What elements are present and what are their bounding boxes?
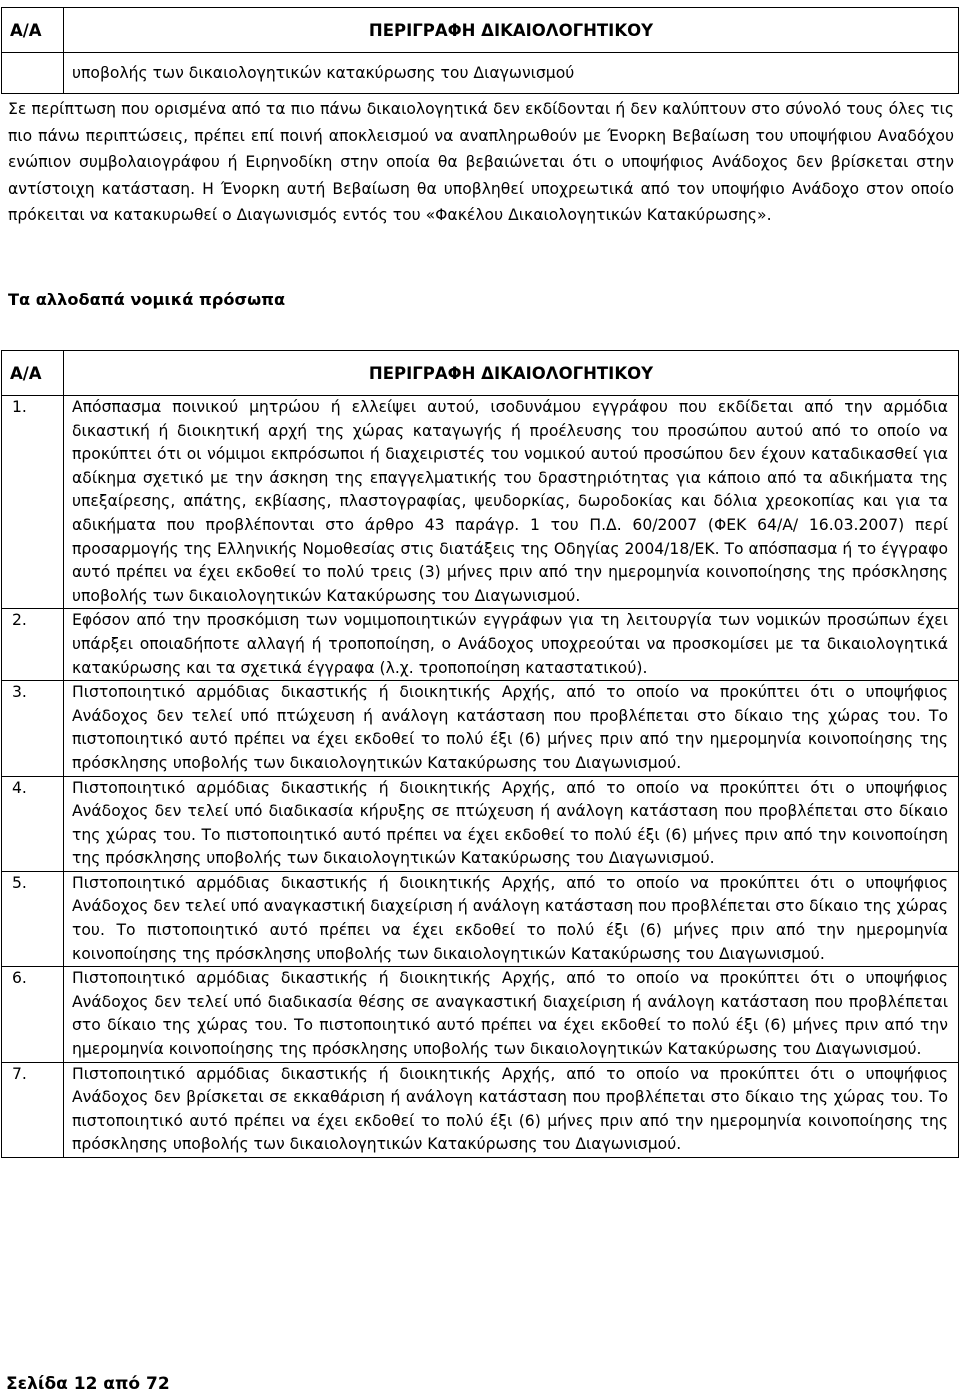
row-number: 6.	[2, 967, 64, 1062]
table-header-row	[2, 351, 959, 396]
table-row	[2, 396, 959, 609]
sworn-statement-paragraph: Σε περίπτωση που ορισμένα από τα πιο πάνω δικαιολογητικά δεν εκδίδονται ή δεν καλύπτουν στο σύνολό τους όλες τις πιο πάνω περιπτώσεις, πρέπει επί ποινή αποκλεισμού να αναπληρωθούν με Ένορκη Βεβαίωση του υποψήφιου Αναδόχου ενώπιον συμβολαιογράφου ή Ειρηνοδίκη στην οποία θα βεβαιώνεται ότι ο υποψήφιος Ανάδοχος δεν βρίσκεται στην αντίστοιχη κατάσταση. Η Ένορκη αυτή Βεβαίωση θα υποβληθεί υποχρεωτικά από τον υποψήφιο Ανάδοχο στον οποίο πρόκειται να κατακυρωθεί ο Διαγωνισμός εντός του «Φακέλου Δικαιολογητικών Κατακύρωσης».	[8, 100, 954, 225]
row-description: Πιστοποιητικό αρμόδιας δικαστικής ή διοικητικής Αρχής, από το οποίο να προκύπτει ότι ο υποψήφιος Ανάδοχος δεν τελεί υπό αναγκαστική διαχείριση ή ανάλογη κατάσταση που προβλέπεται στο δίκαιο της χώρας του. Το πιστοποιητικό αυτό πρέπει να έχει εκδοθεί το πολύ έξι (6) μήνες πριν από την ημερομηνία κοινοποίησης της πρόσκλησης υποβολής των δικαιολογητικών Κατακύρωσης του Διαγωνισμού.	[64, 871, 959, 966]
column-header-description: ΠΕΡΙΓΡΑΦΗ ΔΙΚΑΙΟΛΟΓΗΤΙΚΟΥ	[64, 351, 959, 396]
row-description: Απόσπασμα ποινικού μητρώου ή ελλείψει αυτού, ισοδυνάμου εγγράφου που εκδίδεται από την αρμόδια δικαστική ή διοικητική αρχή της χώρας καταγωγής ή προέλευσης του προσώπου αυτού από το οποίο να προκύπτει ότι οι νόμιμοι εκπρόσωποι ή διαχειριστές του νομικού αυτού προσώπου δεν έχουν καταδικασθεί για αδίκημα σχετικό με την άσκηση της επαγγελματικής του δραστηριότητας για κάποιο από τα αδικήματα της υπεξαίρεσης, απάτης, εκβίασης, πλαστογραφίας, ψευδορκίας, δωροδοκίας και δόλια χρεοκοπίας και για τα αδικήματα που προβλέπονται στο άρθρο 43 παράγρ. 1 του Π.Δ. 60/2007 (ΦΕΚ 64/Α/ 16.03.2007) περί προσαρμογής της Ελληνικής Νομοθεσίας στις διατάξεις της Οδηγίας 2004/18/ΕΚ. Το απόσπασμα ή το έγγραφο αυτό πρέπει να έχει εκδοθεί το πολύ τρεις (3) μήνες πριν από την ημερομηνία κοινοποίησης της πρόσκλησης υποβολής των δικαιολογητικών Κατακύρωσης του Διαγωνισμού.	[64, 396, 959, 609]
table-row	[2, 1062, 959, 1157]
row-description: Πιστοποιητικό αρμόδιας δικαστικής ή διοικητικής Αρχής, από το οποίο να προκύπτει ότι ο υποψήφιος Ανάδοχος δεν τελεί υπό πτώχευση ή ανάλογη κατάσταση που προβλέπεται στο δίκαιο της χώρας του. Το πιστοποιητικό αυτό πρέπει να έχει εκδοθεί το πολύ έξι (6) μήνες πριν από την ημερομηνία κοινοποίησης της πρόσκλησης υποβολής των δικαιολογητικών Κατακύρωσης του Διαγωνισμού.	[64, 681, 959, 776]
column-header-number: Α/Α	[2, 351, 64, 396]
foreign-entities-requirements-table	[1, 350, 959, 1158]
row-number: 2.	[2, 609, 64, 681]
table-row	[2, 681, 959, 776]
row-description: Εφόσον από την προσκόμιση των νομιμοποιητικών εγγράφων για τη λειτουργία των νομικών προσώπων έχει υπάρξει οποιαδήποτε αλλαγή ή τροποποίηση, ο Ανάδοχος υποχρεούται να προσκομίσει με τα δικαιολογητικά κατακύρωσης και τα σχετικά έγγραφα (λ.χ. τροποποίηση καταστατικού).	[64, 609, 959, 681]
table-row	[2, 967, 959, 1062]
requirements-table-continued	[1, 7, 959, 94]
table-row	[2, 53, 959, 94]
column-header-number: Α/Α	[2, 8, 64, 53]
table-row	[2, 871, 959, 966]
row-description: Πιστοποιητικό αρμόδιας δικαστικής ή διοικητικής Αρχής, από το οποίο να προκύπτει ότι ο υποψήφιος Ανάδοχος δεν τελεί υπό διαδικασία κήρυξης σε πτώχευση ή ανάλογη κατάσταση που προβλέπεται στο δίκαιο της χώρας του. Το πιστοποιητικό αυτό πρέπει να έχει εκδοθεί το πολύ έξι (6) μήνες πριν από την κοινοποίηση της πρόσκλησης υποβολής των δικαιολογητικών Κατακύρωσης του Διαγωνισμού.	[64, 776, 959, 871]
row-description: Πιστοποιητικό αρμόδιας δικαστικής ή διοικητικής Αρχής, από το οποίο να προκύπτει ότι ο υποψήφιος Ανάδοχος δεν βρίσκεται σε εκκαθάριση ή ανάλογη κατάσταση που προβλέπεται στο δίκαιο της χώρας του. Το πιστοποιητικό αυτό πρέπει να έχει εκδοθεί το πολύ έξι (6) μήνες πριν από την ημερομηνία κοινοποίησης της πρόσκλησης υποβολής των δικαιολογητικών Κατακύρωσης του Διαγωνισμού.	[64, 1062, 959, 1157]
table-row	[2, 776, 959, 871]
continuation-text: υποβολής των δικαιολογητικών κατακύρωσης του Διαγωνισμού	[64, 53, 959, 94]
row-number: 7.	[2, 1062, 64, 1157]
section-heading: Τα αλλοδαπά νομικά πρόσωπα	[8, 290, 286, 309]
row-number: 3.	[2, 681, 64, 776]
row-number: 1.	[2, 396, 64, 609]
column-header-description: ΠΕΡΙΓΡΑΦΗ ΔΙΚΑΙΟΛΟΓΗΤΙΚΟΥ	[64, 8, 959, 53]
table-row	[2, 609, 959, 681]
row-number: 4.	[2, 776, 64, 871]
row-number: 5.	[2, 871, 64, 966]
page-number: Σελίδα 12 από 72	[6, 1374, 170, 1394]
table-header-row	[2, 8, 959, 53]
row-description: Πιστοποιητικό αρμόδιας δικαστικής ή διοικητικής Αρχής, από το οποίο να προκύπτει ότι ο υποψήφιος Ανάδοχος δεν τελεί υπό διαδικασία θέσης σε αναγκαστική διαχείριση ή ανάλογη κατάσταση που προβλέπεται στο δίκαιο της χώρας του. Το πιστοποιητικό αυτό πρέπει να έχει εκδοθεί το πολύ έξι (6) μήνες πριν από την ημερομηνία κοινοποίησης της πρόσκλησης υποβολής των δικαιολογητικών Κατακύρωσης του Διαγωνισμού.	[64, 967, 959, 1062]
table-cell-number	[2, 53, 64, 94]
